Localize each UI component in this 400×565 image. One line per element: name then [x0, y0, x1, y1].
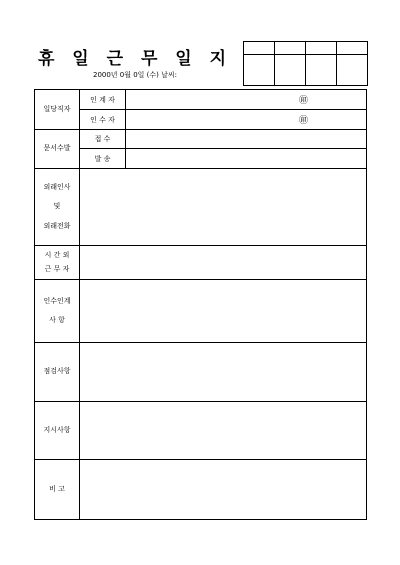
seal-mark: ㊞	[298, 96, 308, 106]
approval-sign-cell[interactable]	[244, 55, 275, 86]
approval-table	[243, 41, 368, 86]
instructions-field[interactable]	[80, 402, 367, 460]
send-field[interactable]	[126, 149, 367, 169]
overtime-workers-field[interactable]	[80, 246, 367, 280]
visitors-calls-label-line: 외래인사	[43, 183, 71, 192]
send-label: 발 송	[80, 149, 126, 169]
handover-person-field[interactable]	[126, 90, 367, 110]
document-delivery-label: 문서수발	[35, 130, 80, 169]
visitors-calls-label	[35, 169, 80, 246]
page-title: 휴 일 근 무 일 지	[37, 49, 233, 69]
handover-person-label: 인 계 자	[80, 90, 126, 110]
visitors-calls-label-line: 및	[53, 202, 61, 211]
takeover-person-label: 인 수 자	[80, 110, 126, 130]
receive-label: 접 수	[80, 130, 126, 149]
date-weather-line: 2000년 0월 0일 (수) 날씨:	[92, 71, 177, 79]
approval-sign-cell[interactable]	[275, 55, 306, 86]
remarks-field[interactable]	[80, 460, 367, 520]
instructions-label: 지시사항	[35, 402, 80, 460]
handover-items-label-line: 사 항	[49, 316, 65, 324]
receive-field[interactable]	[126, 130, 367, 149]
approval-header-cell	[337, 42, 368, 55]
handover-items-label	[35, 280, 80, 343]
handover-items-field[interactable]	[80, 280, 367, 343]
inspection-items-label: 점검사항	[35, 343, 80, 402]
approval-header-cell	[244, 42, 275, 55]
duty-officer-label: 일당직자	[35, 90, 80, 130]
remarks-label: 비 고	[35, 460, 80, 520]
approval-sign-cell[interactable]	[306, 55, 337, 86]
visitors-calls-field[interactable]	[80, 169, 367, 246]
takeover-person-field[interactable]	[126, 110, 367, 130]
approval-sign-cell[interactable]	[337, 55, 368, 86]
overtime-workers-label-line: 시 간 외	[44, 251, 70, 260]
inspection-items-field[interactable]	[80, 343, 367, 402]
approval-header-cell	[275, 42, 306, 55]
approval-header-cell	[306, 42, 337, 55]
visitors-calls-label-line: 외래전화	[43, 221, 71, 230]
duty-log-form	[34, 89, 367, 520]
handover-items-label-line: 인수인계	[43, 296, 71, 305]
seal-mark: ㊞	[298, 116, 308, 126]
overtime-workers-label	[35, 246, 80, 280]
overtime-workers-label-line: 근 무 자	[44, 264, 70, 273]
